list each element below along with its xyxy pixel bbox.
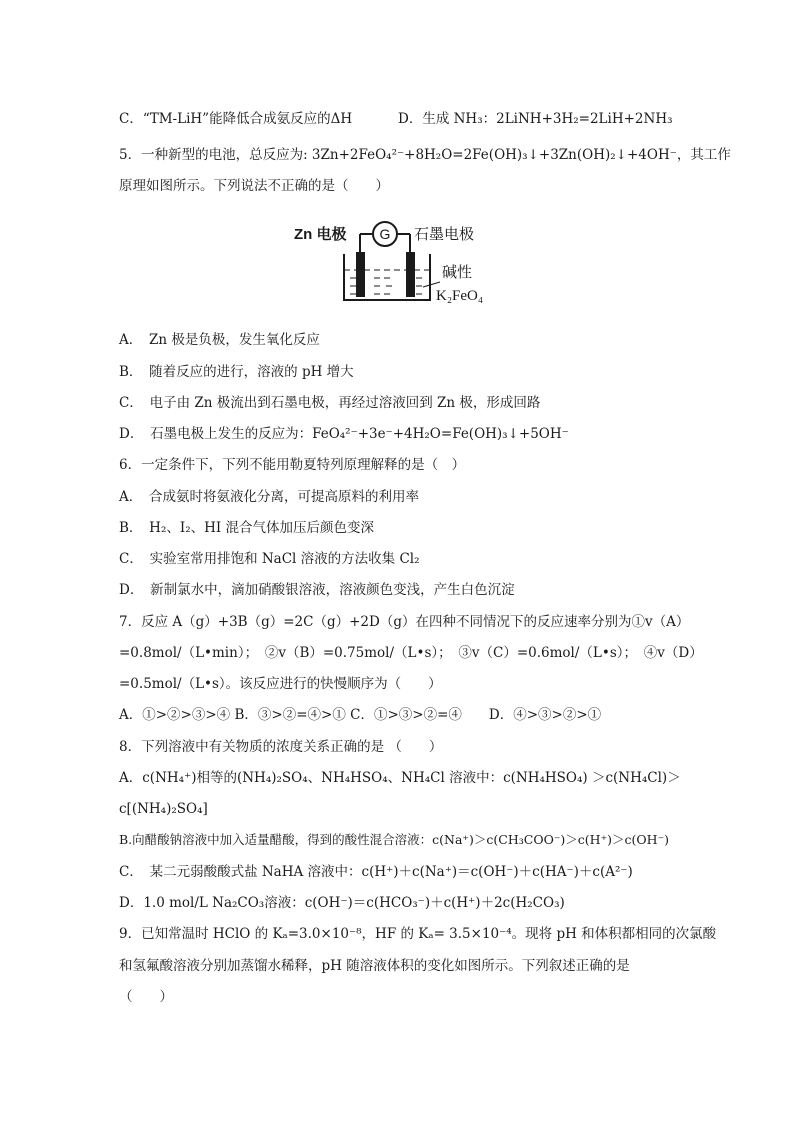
graphite-electrode-label: 石墨电极 — [414, 226, 475, 243]
q8-stem: 8．下列溶液中有关物质的浓度关系正确的是 （ ） — [119, 739, 443, 755]
q5-stem-line2: 原理如图所示。下列说法不正确的是（ ） — [119, 178, 389, 194]
q5-option-b: B． 随着反应的进行，溶液的 pH 增大 — [119, 364, 354, 380]
q8-option-c: C． 某二元弱酸酸式盐 NaHA 溶液中：c(H⁺)＋c(Na⁺)＝c(OH⁻)＋c(HA⁻)＋c(A²⁻) — [119, 864, 633, 880]
q8-option-a-line2: c[(NH₄)₂SO₄] — [119, 801, 208, 817]
label-pointer — [423, 282, 440, 287]
q7-stem-line3: =0.5mol/（L•s）。该反应进行的快慢顺序为（ ） — [119, 676, 442, 692]
q6-option-a: A． 合成氨时将氨液化分离，可提高原料的利用率 — [119, 489, 419, 505]
q6-option-c: C． 实验室常用排饱和 NaCl 溶液的方法收集 Cl₂ — [119, 551, 420, 567]
q6-option-b: B． H₂、I₂、HI 混合气体加压后颜色变深 — [119, 520, 374, 536]
q7-stem-line1: 7．反应 A（g）+3B（g）=2C（g）+2D（g）在四种不同情况下的反应速率分别为①v（A） — [119, 614, 690, 630]
graphite-electrode — [406, 252, 415, 297]
q7-options: A．①>②>③>④ B．③>②=④>① C．①>③>②=④ D．④>③>②>① — [119, 707, 602, 723]
q5-option-d: D． 石墨电极上发生的反应为：FeO₄²⁻+3e⁻+4H₂O=Fe(OH)₃↓+5OH⁻ — [119, 426, 569, 442]
q8-option-b: B.向醋酸钠溶液中加入适量醋酸，得到的酸性混合溶液：c(Na⁺)＞c(CH₃COO⁻)＞c(H⁺)＞c(OH⁻) — [119, 832, 670, 847]
galvanometer-label: G — [379, 226, 391, 242]
battery-diagram — [290, 212, 500, 310]
q5-stem-line1: 5．一种新型的电池，总反应为: 3Zn+2FeO₄²⁻+8H₂O=2Fe(OH)₃↓+3Zn(OH)₂↓+4OH⁻，其工作 — [119, 147, 731, 163]
q6-stem: 6．一定条件下，下列不能用勒夏特列原理解释的是（ ） — [119, 457, 466, 473]
q8-option-a-line1: A．c(NH₄⁺)相等的(NH₄)₂SO₄、NH₄HSO₄、NH₄Cl 溶液中：c(NH₄HSO₄) ＞c(NH₄Cl)＞ — [119, 770, 681, 786]
q5-option-a: A． Zn 极是负极，发生氧化反应 — [119, 332, 320, 348]
zn-electrode — [356, 252, 365, 297]
q9-stem-line2: 和氢氟酸溶液分别加蒸馏水稀释，pH 随溶液体积的变化如图所示。下列叙述正确的是 — [119, 958, 630, 974]
q6-option-d: D． 新制氯水中，滴加硝酸银溶液，溶液颜色变浅，产生白色沉淀 — [119, 582, 515, 598]
solution-label-1: 碱性 — [442, 264, 473, 281]
q4-option-d: D．生成 NH₃：2LiNH+3H₂=2LiH+2NH₃ — [398, 111, 673, 127]
q4-option-c: C．“TM-LiH”能降低合成氨反应的ΔH — [119, 111, 353, 127]
q9-stem-line1: 9．已知常温时 HClO 的 Kₐ=3.0×10⁻⁸，HF 的 Kₐ= 3.5×10⁻⁴。现将 pH 和体积都相同的次氯酸 — [119, 926, 717, 942]
zn-electrode-label: Zn 电极 — [294, 226, 347, 243]
q7-stem-line2: =0.8mol/（L•min）； ②v（B）=0.75mol/（L•s）； ③v（C）=0.6mol/（L•s）； ④v（D） — [119, 645, 703, 661]
q8-option-d: D．1.0 mol/L Na₂CO₃溶液：c(OH⁻)＝c(HCO₃⁻)＋c(H⁺)＋2c(H₂CO₃) — [119, 895, 565, 911]
solution-label-2: K₂FeO₄ — [436, 288, 484, 304]
q5-option-c: C． 电子由 Zn 极流出到石墨电极，再经过溶液回到 Zn 极，形成回路 — [119, 395, 541, 411]
q9-stem-line3: （ ） — [119, 989, 173, 1005]
